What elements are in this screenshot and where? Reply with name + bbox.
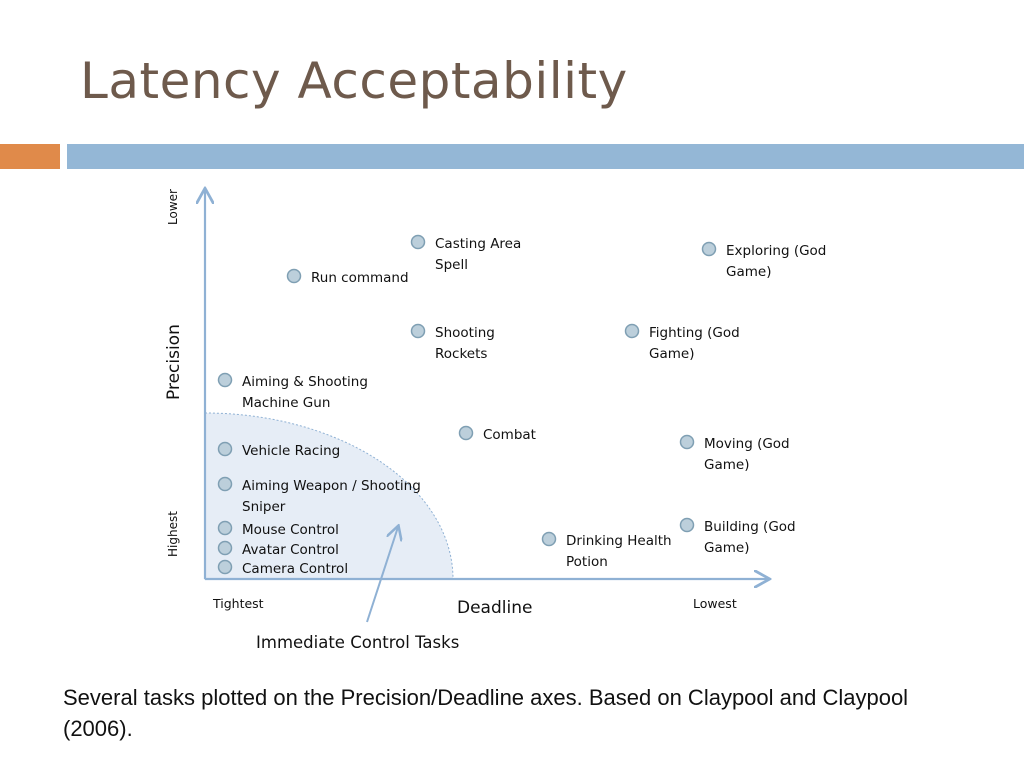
task-label [483,427,536,443]
task-marker [681,519,694,532]
task-label [242,522,339,538]
task-label-line: Spell [435,257,468,273]
task-label-line: Aiming Weapon / Shooting [242,478,421,494]
task-label-line: Potion [566,554,608,570]
region-label: Immediate Control Tasks [256,633,460,652]
task-label-line: Mouse Control [242,522,339,538]
task-label [435,325,495,362]
task-marker [460,427,473,440]
x-axis-right-label: Lowest [693,596,737,611]
task-label [242,561,348,577]
task-points [219,236,827,578]
task-label [242,542,339,558]
task-label [566,533,672,570]
task-label-line: Camera Control [242,561,349,577]
task-marker [626,325,639,338]
task-label-line: Game) [704,540,750,556]
task-label-line: Fighting (God [649,325,740,341]
task-marker [412,325,425,338]
task-label-line: Game) [726,264,772,280]
task-label-line: Vehicle Racing [242,443,341,459]
task-label-line: Combat [483,427,536,443]
task-marker [219,522,232,535]
task-label [704,519,796,556]
task-label [311,270,409,286]
task-marker [543,533,556,546]
slide-caption: Several tasks plotted on the Precision/Deadline axes. Based on Claypool and Claypool (2006). [63,685,909,741]
task-marker [219,478,232,491]
task-marker [288,270,301,283]
y-axis-top-label: Lower [166,189,180,225]
task-marker [219,374,232,387]
task-label [242,374,368,411]
task-label [435,236,521,273]
task-label-line: Game) [649,346,695,362]
x-axis-left-label: Tightest [213,596,264,611]
task-label-line: Moving (God [704,436,790,452]
task-label [726,243,826,280]
task-label-line: Game) [704,457,750,473]
task-label [649,325,740,362]
task-label-line: Avatar Control [242,542,339,558]
task-marker [703,243,716,256]
task-label-line: Sniper [242,499,286,515]
task-label-line: Shooting [435,325,495,341]
task-label-line: Rockets [435,346,488,362]
task-label [242,443,340,459]
y-axis-bottom-label: Highest [166,511,180,557]
slide-title: Latency Acceptability [80,52,628,110]
task-label-line: Machine Gun [242,395,331,411]
task-marker [412,236,425,249]
task-label-line: Aiming & Shooting [242,374,368,390]
task-marker [219,443,232,456]
task-label-line: Run command [311,270,409,286]
task-label-line: Drinking Health [566,533,672,549]
task-marker [219,561,232,574]
y-axis-label: Precision [164,324,184,400]
x-axis-label: Deadline [457,598,533,618]
task-label-line: Building (God [704,519,796,535]
task-label [704,436,790,473]
task-marker [681,436,694,449]
task-label-line: Casting Area [435,236,522,252]
task-marker [219,542,232,555]
task-label-line: Exploring (God [726,243,827,259]
